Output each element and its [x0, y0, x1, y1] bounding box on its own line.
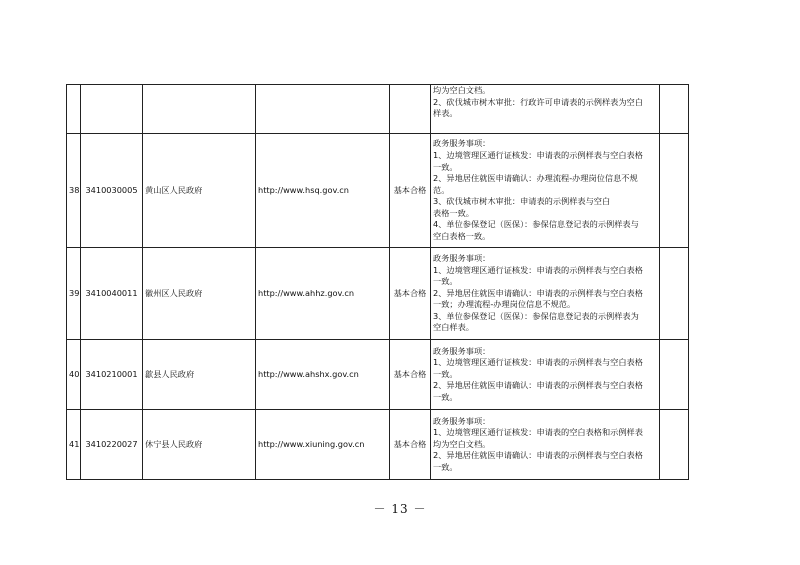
issues-detail-cell	[431, 85, 660, 134]
issue-line: 4、单位参保登记（医保）：参保信息登记表的示例样表与	[433, 219, 639, 230]
result-cell: 基本合格	[390, 248, 431, 340]
org-code-cell: 3410220027	[81, 410, 143, 480]
issue-line: 一致；办理流程-办理岗位信息不规范。	[433, 299, 576, 310]
table-row	[67, 248, 689, 340]
org-name-cell	[143, 85, 256, 134]
issue-line: 1、边境管理区通行证核发：申请表的示例样表与空白表格	[433, 149, 643, 160]
issue-line: 2、砍伐城市树木审批：行政许可申请表的示例样表为空白	[433, 96, 643, 107]
org-code-cell: 3410210001	[81, 340, 143, 410]
org-name-cell: 歙县人民政府	[143, 340, 256, 410]
page-number: － 13 －	[373, 502, 427, 516]
issue-line: 1、边境管理区通行证核发：申请表的空白表格和示例样表	[433, 427, 643, 438]
table-row	[67, 85, 689, 134]
issue-line: 2、异地居住就医申请确认：办理流程-办理岗位信息不规	[433, 173, 638, 184]
table-row	[67, 410, 689, 480]
issue-line: 一致。	[433, 276, 458, 287]
issues-detail-cell	[431, 340, 660, 410]
table-body	[67, 85, 689, 480]
issues-detail-cell	[431, 410, 660, 480]
org-name-cell: 徽州区人民政府	[143, 248, 256, 340]
result-cell: 基本合格	[390, 340, 431, 410]
issue-line: 表格一致。	[433, 207, 474, 218]
issue-line: 1、边境管理区通行证核发：申请表的示例样表与空白表格	[433, 357, 643, 368]
org-code-cell: 3410030005	[81, 134, 143, 248]
issue-line: 3、单位参保登记（医保）：参保信息登记表的示例样表为	[433, 310, 639, 321]
issue-line: 2、异地居住就医申请确认：申请表的示例样表与空白表格	[433, 450, 643, 461]
issue-line: 均为空白文档。	[433, 85, 491, 95]
website-url-cell: http://www.ahshx.gov.cn	[256, 340, 390, 410]
row-number-cell: 39	[67, 248, 81, 340]
issue-line: 一致。	[433, 461, 458, 472]
issue-line: 政务服务事项：	[433, 252, 491, 263]
row-number-cell: 40	[67, 340, 81, 410]
issue-line: 空白样表。	[433, 322, 474, 333]
table-row	[67, 340, 689, 410]
issue-line: 2、异地居住就医申请确认：申请表的示例样表与空白表格	[433, 287, 643, 298]
website-url-cell: http://www.xiuning.gov.cn	[256, 410, 390, 480]
row-number-cell: 41	[67, 410, 81, 480]
issue-line: 空白表格一致。	[433, 231, 491, 242]
remarks-cell	[660, 134, 689, 248]
issue-line: 一致。	[433, 368, 458, 379]
website-url-cell: http://www.hsq.gov.cn	[256, 134, 390, 248]
issue-line: 政务服务事项：	[433, 138, 491, 149]
issues-detail-cell	[431, 134, 660, 248]
website-url-cell	[256, 85, 390, 134]
result-cell: 基本合格	[390, 410, 431, 480]
issues-detail-cell	[431, 248, 660, 340]
issue-line: 样表。	[433, 108, 458, 119]
result-cell	[390, 85, 431, 134]
remarks-cell	[660, 248, 689, 340]
issue-line: 均为空白文档。	[433, 438, 491, 449]
issue-line: 政务服务事项：	[433, 415, 491, 426]
org-name-cell: 休宁县人民政府	[143, 410, 256, 480]
issue-line: 政务服务事项：	[433, 345, 491, 356]
issue-line: 范。	[433, 184, 450, 195]
issue-line: 一致。	[433, 161, 458, 172]
remarks-cell	[660, 340, 689, 410]
website-url-cell: http://www.ahhz.gov.cn	[256, 248, 390, 340]
org-name-cell: 黄山区人民政府	[143, 134, 256, 248]
remarks-cell	[660, 85, 689, 134]
issue-line: 2、异地居住就医申请确认：申请表的示例样表与空白表格	[433, 380, 643, 391]
table-row	[67, 134, 689, 248]
org-code-cell: 3410040011	[81, 248, 143, 340]
remarks-cell	[660, 410, 689, 480]
issue-line: 一致。	[433, 391, 458, 402]
result-cell: 基本合格	[390, 134, 431, 248]
org-code-cell	[81, 85, 143, 134]
issue-line: 3、砍伐城市树木审批：申请表的示例样表与空白	[433, 196, 611, 207]
issue-line: 1、边境管理区通行证核发：申请表的示例样表与空白表格	[433, 264, 643, 275]
row-number-cell	[67, 85, 81, 134]
row-number-cell: 38	[67, 134, 81, 248]
evaluation-table	[66, 84, 689, 480]
